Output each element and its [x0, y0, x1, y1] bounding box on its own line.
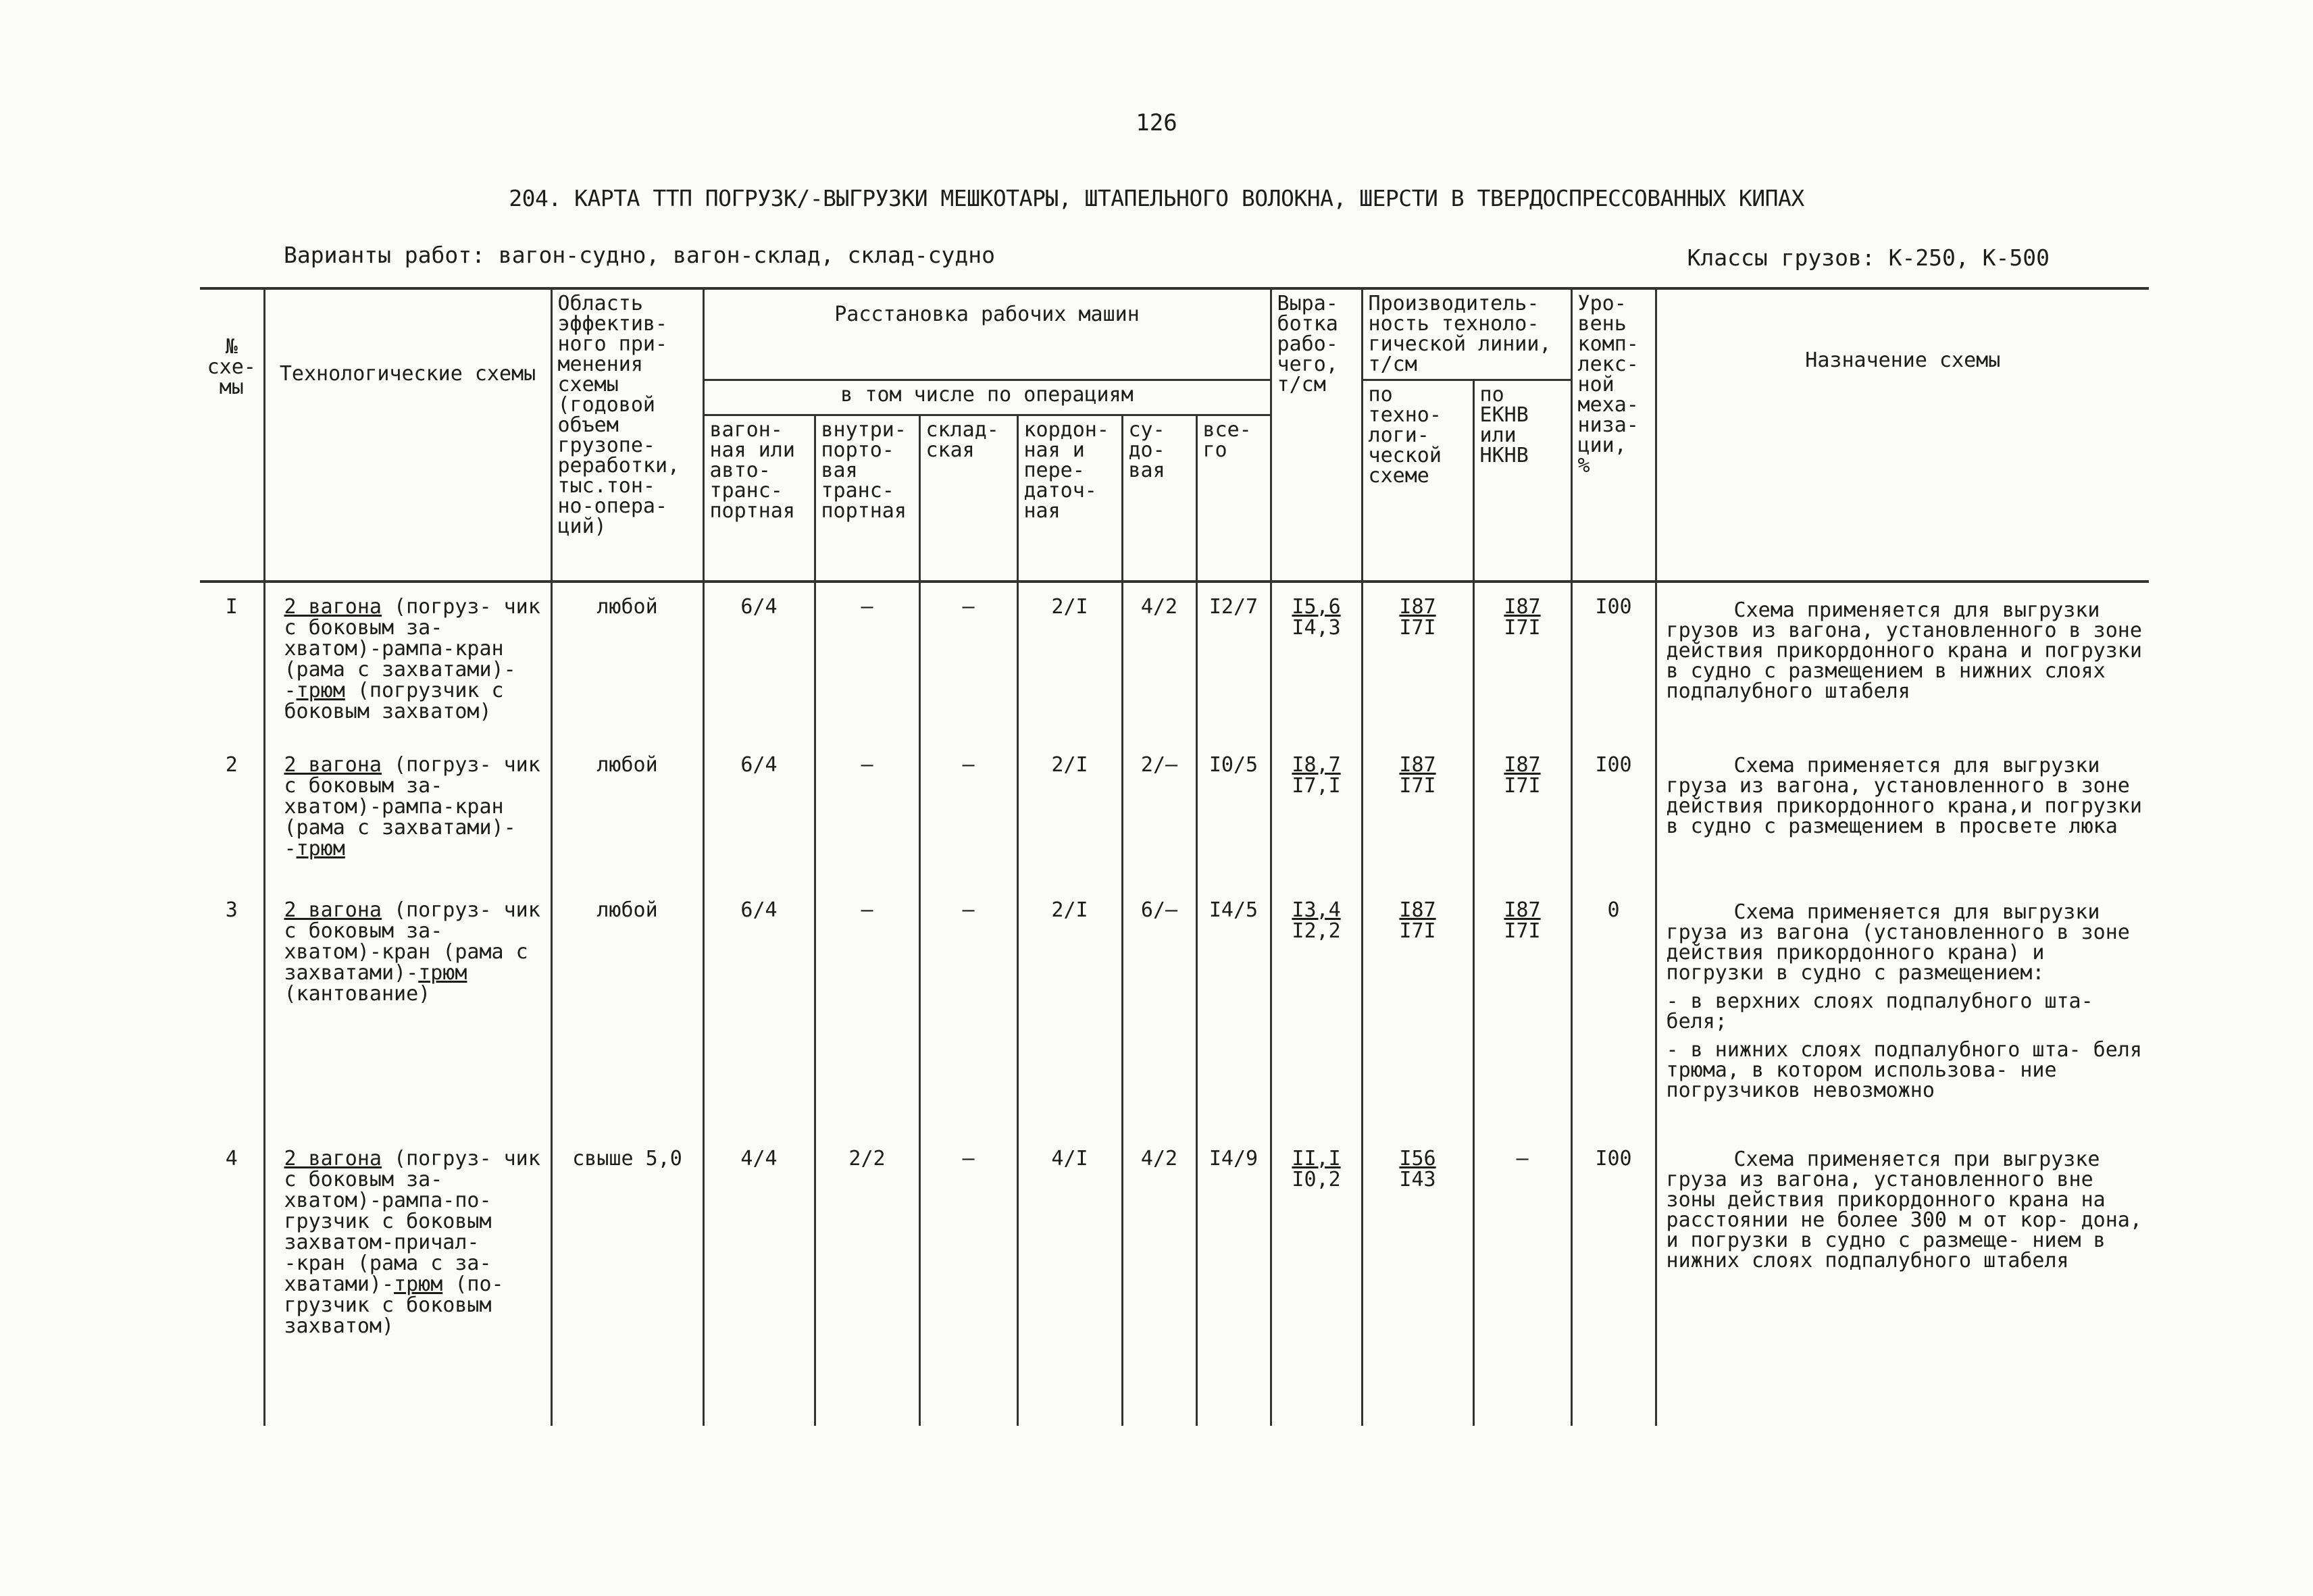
prod-tech-value [1362, 1144, 1473, 1426]
header-tech: Технологические схемы [264, 288, 551, 582]
purpose-cell [1656, 750, 2149, 896]
area-value: любой [551, 750, 703, 896]
header-op-wagon: вагон- ная или авто- транс- портная [703, 415, 815, 582]
mech-value: 0 [1571, 896, 1656, 1144]
op-inner-value: – [815, 896, 919, 1144]
purpose-cell [1656, 896, 2149, 1144]
header-prod-tech: по техно- логи- ческой схеме [1362, 380, 1473, 582]
header-productivity: Производитель- ность техноло- гической линии, т/см [1362, 288, 1571, 380]
op-cordon-value: 4/I [1017, 1144, 1122, 1426]
header-op-warehouse: склад- ская [919, 415, 1017, 582]
output-top: II,I [1292, 1146, 1341, 1170]
output-value [1271, 582, 1362, 750]
op-warehouse-value: – [919, 582, 1017, 750]
output-top: I8,7 [1292, 752, 1341, 777]
table-row [200, 582, 2149, 750]
tech-underlined-2: трюм [296, 836, 345, 860]
header-mech: Уро- вень комп- лекс- ной меха- низа- ции, % [1571, 288, 1656, 582]
output-value [1271, 750, 1362, 896]
prod-ekn-top: I87 [1504, 594, 1541, 619]
mech-value: I00 [1571, 750, 1656, 896]
mech-value: I00 [1571, 582, 1656, 750]
prod-ekn-value: – [1473, 1144, 1571, 1426]
output-top: I3,4 [1292, 898, 1341, 922]
tech-text: (погруз- чик с боковым за- хватом)-рампа-кран (рама с захватами)- - [284, 752, 540, 860]
output-value [1271, 896, 1362, 1144]
prod-tech-bottom: I7I [1399, 919, 1436, 943]
output-bottom: I0,2 [1292, 1167, 1341, 1191]
tech-underlined: 2 вагона [284, 1146, 382, 1170]
prod-tech-bottom: I7I [1399, 773, 1436, 798]
prod-ekn-bottom: I7I [1504, 615, 1541, 640]
prod-ekn-value [1473, 896, 1571, 1144]
purpose-text: Схема применяется при выгрузке груза из вагона, установленного вне зоны действия прикордонного крана на расстоянии не более 300 м от кор- дона, и погрузки в судно с размеще- нием в нижних слоях подпалубного штабеля [1666, 1147, 2142, 1272]
page-number: 126 [1136, 109, 1177, 136]
op-ship-value: 4/2 [1122, 1144, 1196, 1426]
purpose-bullet-2: - в нижних слоях подпалубного шта- беля трюма, в котором использова- ние погрузчиков невозможно [1666, 1037, 2142, 1102]
purpose-bullet-1: - в верхних слоях подпалубного шта- беля; [1666, 989, 2093, 1033]
header-output: Выра- ботка рабо- чего, т/см [1271, 288, 1362, 582]
scheme-description [264, 582, 551, 750]
tech-text-2: (погрузчик с боковым захватом) [284, 678, 504, 723]
output-top: I5,6 [1292, 594, 1341, 619]
header-placement: Расстановка рабочих машин [703, 288, 1271, 380]
prod-ekn-bottom: I7I [1504, 919, 1541, 943]
op-inner-value: 2/2 [815, 1144, 919, 1426]
prod-ekn-bottom: I7I [1504, 773, 1541, 798]
output-value [1271, 1144, 1362, 1426]
op-warehouse-value: – [919, 1144, 1017, 1426]
op-wagon-value: 4/4 [703, 1144, 815, 1426]
tech-underlined-2: трюм [296, 678, 345, 702]
header-area: Область эффектив- ного при- менения схемы (годовой объем грузопе- реработки, тыс.тон- но-опера- ций) [551, 288, 703, 582]
table-row [200, 1144, 2149, 1426]
work-variants: Варианты работ: вагон-судно, вагон-склад, склад-судно [284, 242, 995, 268]
op-wagon-value: 6/4 [703, 896, 815, 1144]
scheme-description [264, 896, 551, 1144]
prod-tech-top: I56 [1399, 1146, 1436, 1170]
area-value: любой [551, 582, 703, 750]
tech-underlined: 2 вагона [284, 898, 382, 922]
mech-value: I00 [1571, 1144, 1656, 1426]
header-prod-ekn: по ЕКНВ или НКНВ [1473, 380, 1571, 582]
prod-ekn-value [1473, 582, 1571, 750]
header-op-inner: внутри- порто- вая транс- портная [815, 415, 919, 582]
op-cordon-value: 2/I [1017, 582, 1122, 750]
prod-tech-bottom: I43 [1399, 1167, 1436, 1191]
tech-text: (погруз- чик с боковым за- хватом)-рампа-по- грузчик с боковым захватом-причал- -кран (рама с за- хватами)- [284, 1146, 540, 1296]
op-warehouse-value: – [919, 750, 1017, 896]
output-bottom: I4,3 [1292, 615, 1341, 640]
table-row [200, 896, 2149, 1144]
scheme-number: 4 [200, 1144, 264, 1426]
op-inner-value: – [815, 750, 919, 896]
header-purpose: Назначение схемы [1656, 288, 2149, 582]
prod-tech-value [1362, 750, 1473, 896]
prod-tech-top: I87 [1399, 594, 1436, 619]
purpose-cell [1656, 1144, 2149, 1426]
purpose-text: Схема применяется для выгрузки груза из вагона, установленного в зоне действия прикордонного крана,и погрузки в судно с размещением в просвете люка [1666, 753, 2142, 838]
prod-tech-value [1362, 896, 1473, 1144]
tech-underlined: 2 вагона [284, 594, 382, 619]
prod-ekn-top: I87 [1504, 898, 1541, 922]
op-wagon-value: 6/4 [703, 582, 815, 750]
area-value: любой [551, 896, 703, 1144]
prod-tech-top: I87 [1399, 752, 1436, 777]
tech-text: (погруз- чик с боковым за- хватом)-кран (рама с захватами)- [284, 898, 540, 985]
purpose-text: Схема применяется для выгрузки грузов из вагона, установленного в зоне действия прикордонного крана и погрузки в судно с размещением в нижних слоях подпалубного штабеля [1666, 598, 2142, 703]
schemes-table [200, 287, 2149, 1426]
table-row [200, 750, 2149, 896]
tech-text-2: (кантование) [284, 981, 431, 1006]
op-cordon-value: 2/I [1017, 896, 1122, 1144]
scheme-description [264, 750, 551, 896]
op-warehouse-value: – [919, 896, 1017, 1144]
tech-underlined: 2 вагона [284, 752, 382, 777]
prod-ekn-value [1473, 750, 1571, 896]
op-total-value: I4/5 [1196, 896, 1271, 1144]
tech-text-2: (по- грузчик с боковым захватом) [284, 1272, 504, 1338]
header-op-ship: су- до- вая [1122, 415, 1196, 582]
page-title: 204. КАРТА ТТП ПОГРУЗК/-ВЫГРУЗКИ МЕШКОТАРЫ, ШТАПЕЛЬНОГО ВОЛОКНА, ШЕРСТИ В ТВЕРДОСПРЕССОВАННЫХ КИПАХ [509, 185, 1804, 211]
scheme-number: 2 [200, 750, 264, 896]
prod-tech-bottom: I7I [1399, 615, 1436, 640]
op-ship-value: 6/– [1122, 896, 1196, 1144]
scheme-description [264, 1144, 551, 1426]
header-num: № схе- мы [200, 288, 264, 582]
purpose-cell [1656, 582, 2149, 750]
area-value: свыше 5,0 [551, 1144, 703, 1426]
cargo-classes: Классы грузов: К-250, К-500 [1687, 244, 2050, 271]
scheme-number: I [200, 582, 264, 750]
op-ship-value: 2/– [1122, 750, 1196, 896]
tech-underlined-2: трюм [394, 1272, 443, 1296]
op-cordon-value: 2/I [1017, 750, 1122, 896]
tech-underlined-2: трюм [418, 960, 467, 985]
op-total-value: I0/5 [1196, 750, 1271, 896]
prod-ekn-top: I87 [1504, 752, 1541, 777]
header-placement-sub: в том числе по операциям [703, 380, 1271, 415]
prod-tech-top: I87 [1399, 898, 1436, 922]
tech-text: (погруз- чик с боковым за- хватом)-рампа-кран (рама с захватами)- - [284, 594, 540, 702]
purpose-text: Схема применяется для выгрузки груза из вагона (установленного в зоне действия прикордонного крана) и погрузки в судно с размещением: [1666, 900, 2130, 985]
op-wagon-value: 6/4 [703, 750, 815, 896]
output-bottom: I7,I [1292, 773, 1341, 798]
header-op-total: все- го [1196, 415, 1271, 582]
op-inner-value: – [815, 582, 919, 750]
op-total-value: I2/7 [1196, 582, 1271, 750]
header-op-cordon: кордон- ная и пере- даточ- ная [1017, 415, 1122, 582]
op-total-value: I4/9 [1196, 1144, 1271, 1426]
prod-tech-value [1362, 582, 1473, 750]
op-ship-value: 4/2 [1122, 582, 1196, 750]
scheme-number: 3 [200, 896, 264, 1144]
output-bottom: I2,2 [1292, 919, 1341, 943]
